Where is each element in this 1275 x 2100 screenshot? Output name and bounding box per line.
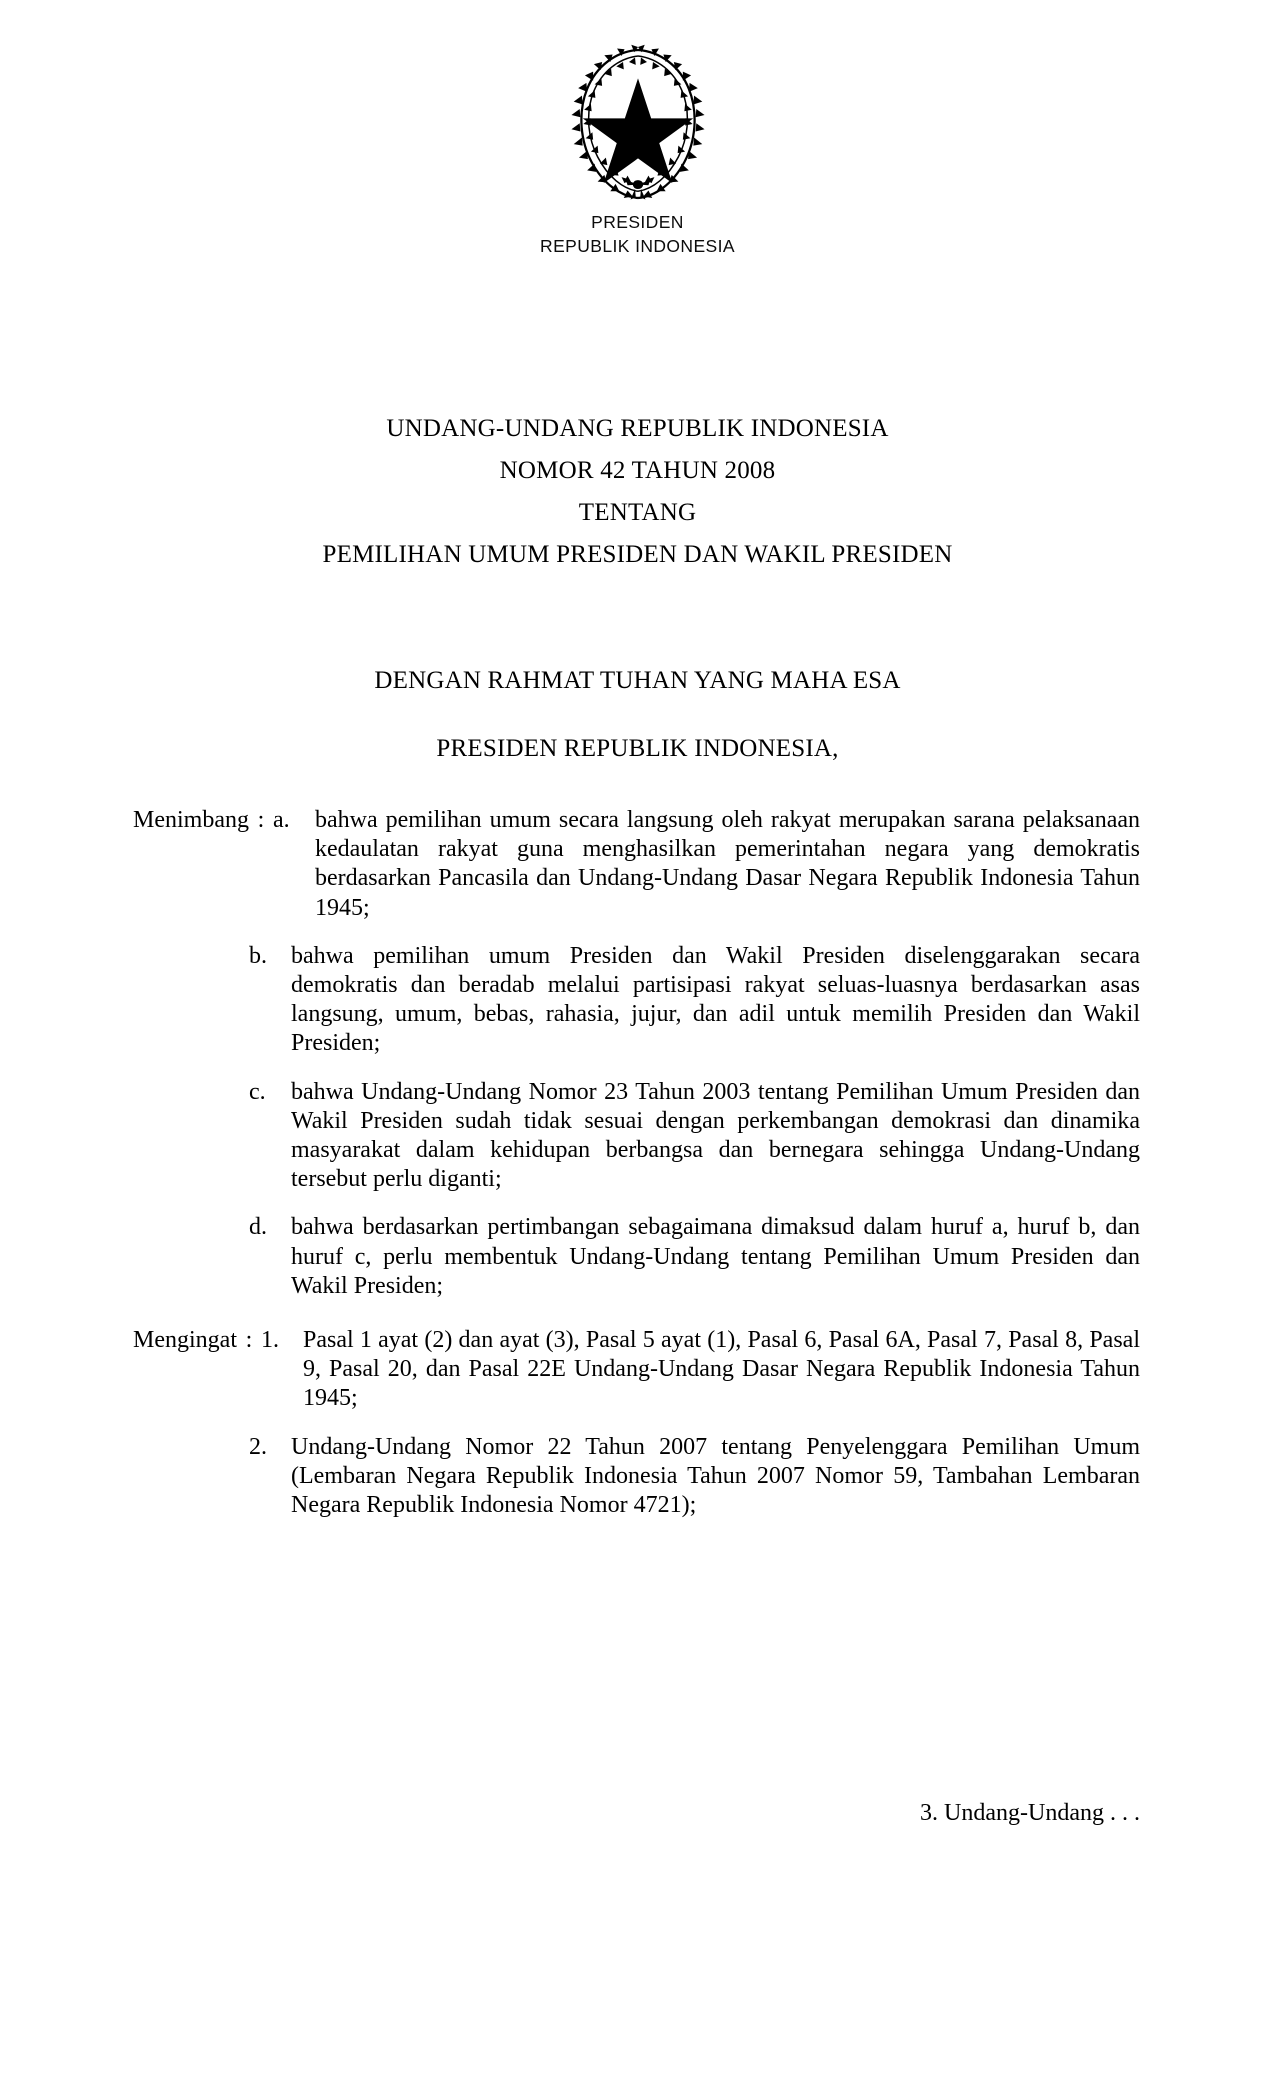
clause-group-colon: : bbox=[257, 807, 265, 833]
clause-group-label: Menimbang bbox=[133, 807, 249, 833]
title-line-act-name: UNDANG-UNDANG REPUBLIK INDONESIA bbox=[386, 415, 889, 442]
invocation-spacer bbox=[0, 702, 1275, 728]
clause-text: bahwa pemilihan umum Presiden dan Wakil Presiden diselenggarakan secara demokratis dan beradab melalui partisipasi rakyat seluas-luasnya berdasarkan asas langsung, umum, bebas, rahasia, jujur, dan adil untuk memilih Presiden dan Wakil Presiden; bbox=[291, 942, 1140, 1057]
clause-item bbox=[0, 1433, 1275, 1521]
clause-text: bahwa pemilihan umum secara langsung oleh rakyat merupakan sarana pelaksanaan kedaulatan rakyat guna menghasilkan pemerintahan negara yang demokratis berdasarkan Pancasila dan Undang-Undang Dasar Negara Republik Indonesia Tahun 1945; bbox=[314, 807, 1140, 921]
clause-item bbox=[0, 1213, 1275, 1301]
letterhead-line-presiden: PRESIDEN bbox=[591, 212, 684, 232]
clause-item bbox=[0, 1326, 1275, 1414]
invocation-block bbox=[0, 660, 1275, 770]
letterhead bbox=[0, 44, 1275, 258]
clause-marker: c. bbox=[249, 1078, 266, 1105]
document-title-block bbox=[0, 408, 1275, 576]
clause-group-colon: : bbox=[245, 1327, 253, 1354]
letterhead-line-republik-indonesia: REPUBLIK INDONESIA bbox=[540, 236, 735, 256]
clause-marker: 2. bbox=[249, 1433, 267, 1460]
clause-group-label: Mengingat bbox=[133, 1327, 237, 1354]
clause-marker: a. bbox=[272, 807, 290, 833]
clause-marker: d. bbox=[249, 1214, 267, 1241]
clause-marker: 1. bbox=[260, 1327, 279, 1354]
clause-text: Undang-Undang Nomor 22 Tahun 2007 tentang Penyelenggara Pemilihan Umum (Lembaran Negara Republik Indonesia Tahun 2007 Nomor 59, Tambahan Lembaran Negara Republik Indonesia Nomor 4721); bbox=[291, 1433, 1140, 1519]
clause-text: bahwa berdasarkan pertimbangan sebagaimana dimaksud dalam huruf a, huruf b, dan huruf c, perlu membentuk Undang-Undang tentang Pemilihan Umum Presiden dan Wakil Presiden; bbox=[291, 1214, 1140, 1299]
page-catchword: 3. Undang-Undang . . . bbox=[920, 1800, 1140, 1826]
clause-group-menimbang bbox=[0, 806, 1275, 1301]
clause-text: bahwa Undang-Undang Nomor 23 Tahun 2003 tentang Pemilihan Umum Presiden dan Wakil Presiden sudah tidak sesuai dengan perkembangan demokrasi dan dinamika masyarakat dalam kehidupan berbangsa dan bernegara sehingga Undang-Undang tersebut perlu diganti; bbox=[291, 1078, 1140, 1193]
clause-marker: b. bbox=[249, 942, 267, 969]
clause-section bbox=[0, 806, 1275, 1520]
invocation-signatory: PRESIDEN REPUBLIK INDONESIA, bbox=[436, 735, 839, 762]
title-line-subject: PEMILIHAN UMUM PRESIDEN DAN WAKIL PRESIDEN bbox=[322, 541, 953, 568]
clause-item bbox=[0, 806, 1275, 923]
clause-item bbox=[0, 1078, 1275, 1195]
invocation-blessing: DENGAN RAHMAT TUHAN YANG MAHA ESA bbox=[374, 667, 901, 694]
garuda-star-wreath-emblem bbox=[563, 44, 713, 204]
title-line-about: TENTANG bbox=[578, 499, 697, 526]
title-line-number-year: NOMOR 42 TAHUN 2008 bbox=[499, 457, 776, 484]
clause-group-mengingat bbox=[0, 1326, 1275, 1520]
clause-item bbox=[0, 942, 1275, 1059]
clause-text: Pasal 1 ayat (2) dan ayat (3), Pasal 5 ayat (1), Pasal 6, Pasal 6A, Pasal 7, Pasal 8, Pasal 9, Pasal 20, dan Pasal 22E Undang-Undang Dasar Negara Republik Indonesia Tahun 1945; bbox=[302, 1327, 1140, 1412]
